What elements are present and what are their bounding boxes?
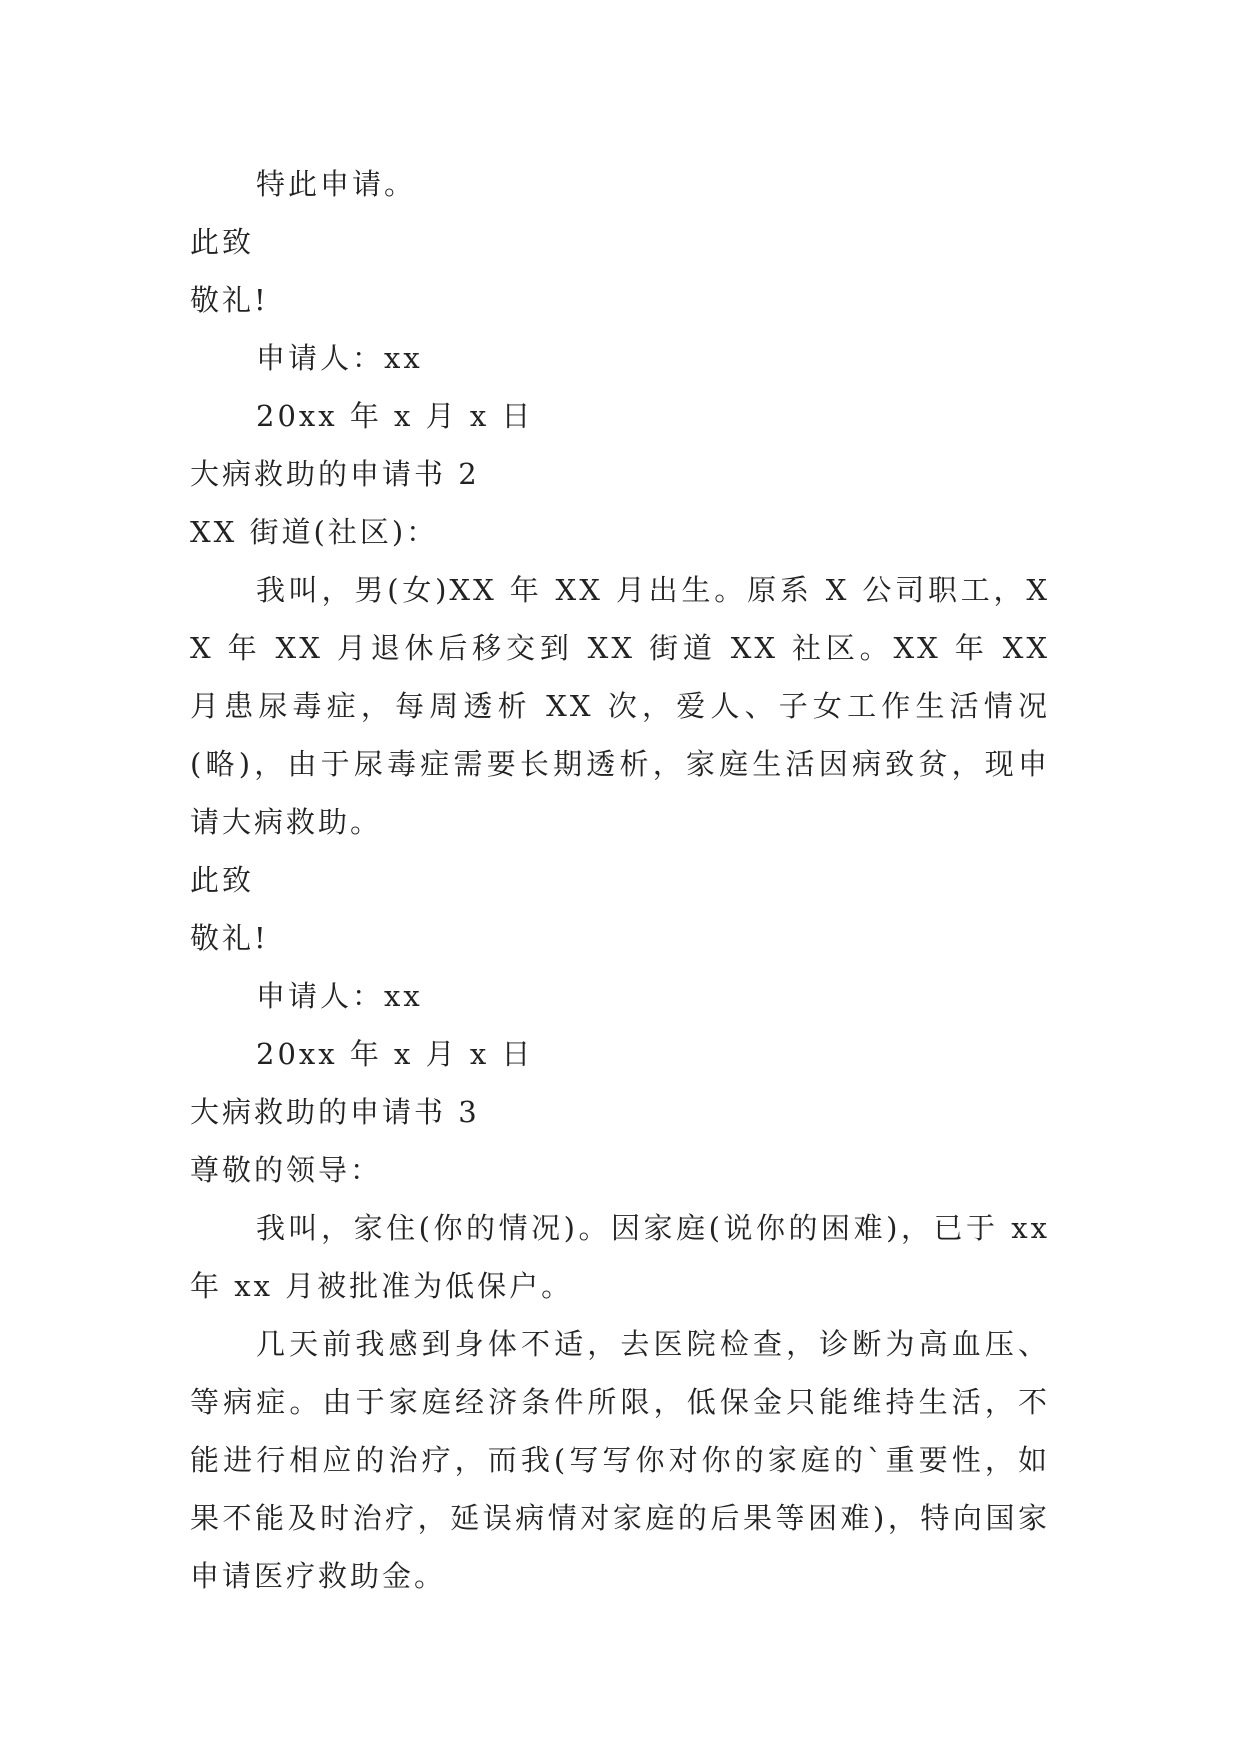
applicant-signature: 申请人：xx bbox=[256, 979, 423, 1013]
body-paragraph-2: 我叫，男(女)XX 年 XX 月出生。原系 X 公司职工，XX 年 XX 月退休后移交到 XX 街道 XX 社区。XX 年 XX 月患尿毒症，每周透析 XX 次，爱人、子女工作生活情况(略)，由于尿毒症需要长期透析，家庭生活因病致贫，现申请大病救助。 bbox=[190, 573, 1050, 839]
body-paragraph-3b: 几天前我感到身体不适，去医院检查，诊断为高血压、等病症。由于家庭经济条件所限，低保金只能维持生活，不能进行相应的治疗，而我(写写你对你的家庭的`重要性，如果不能及时治疗，延误病情对家庭的后果等困难)，特向国家申请医疗救助金。 bbox=[190, 1327, 1050, 1593]
salutation-line-1: 此致 bbox=[190, 225, 255, 259]
application-date: 20xx 年 x 月 x 日 bbox=[256, 1037, 534, 1071]
application-date: 20xx 年 x 月 x 日 bbox=[256, 399, 534, 433]
salutation-line-2: 敬礼! bbox=[190, 283, 269, 317]
document-page bbox=[190, 155, 1050, 1605]
section-title-2: 大病救助的申请书 2 bbox=[190, 457, 480, 491]
section-title-3: 大病救助的申请书 3 bbox=[190, 1095, 480, 1129]
addressee-3: 尊敬的领导： bbox=[190, 1153, 383, 1187]
closing-request: 特此申请。 bbox=[256, 167, 417, 201]
addressee-2: XX 街道(社区)： bbox=[190, 515, 439, 549]
body-paragraph-3a: 我叫，家住(你的情况)。因家庭(说你的困难)，已于 xx 年 xx 月被批准为低保户。 bbox=[190, 1211, 1050, 1303]
salutation-line-2: 敬礼! bbox=[190, 921, 269, 955]
applicant-signature: 申请人：xx bbox=[256, 341, 423, 375]
salutation-line-1: 此致 bbox=[190, 863, 255, 897]
